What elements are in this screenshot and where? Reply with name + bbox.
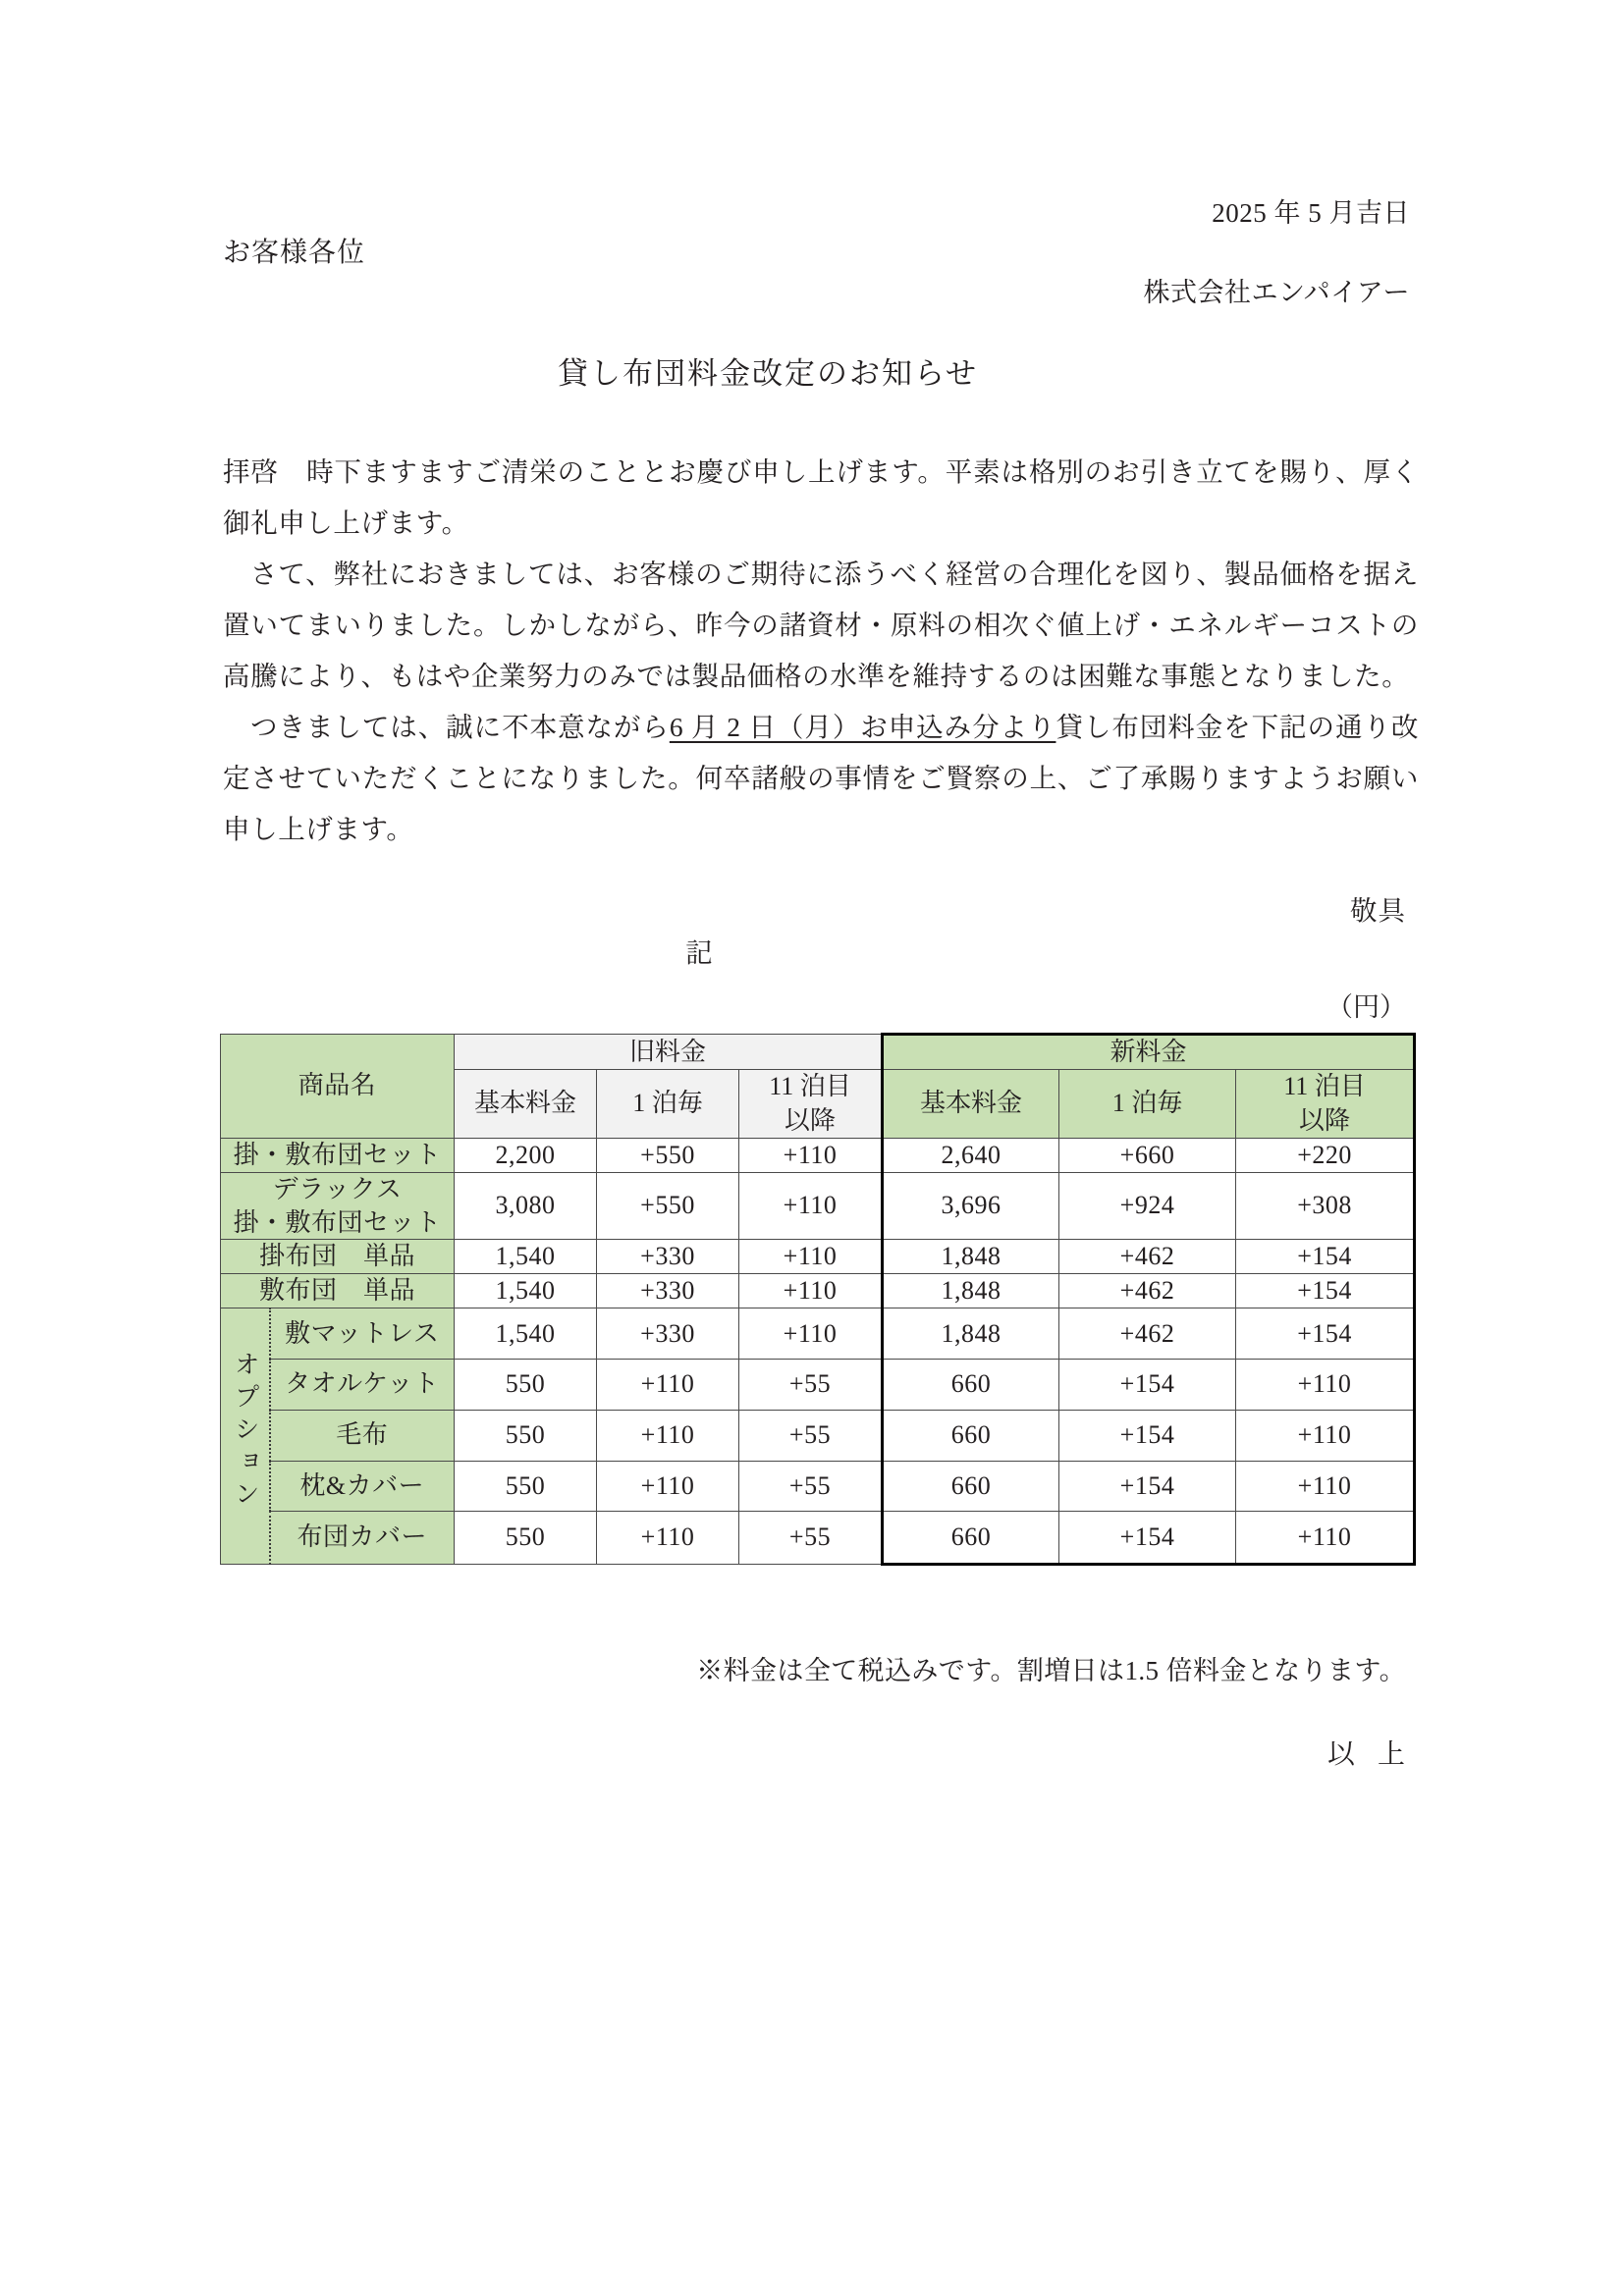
cell-new-base: 3,696 — [883, 1173, 1059, 1240]
cell-old-after11: +55 — [739, 1410, 883, 1461]
cell-old-base: 550 — [455, 1360, 597, 1411]
price-table-container — [220, 1033, 1414, 1566]
cell-old-base: 550 — [455, 1410, 597, 1461]
cell-new-base: 660 — [883, 1410, 1059, 1461]
cell-old-base: 1,540 — [455, 1274, 597, 1308]
ijou-right-char: 上 — [1377, 1739, 1406, 1770]
cell-old-after11: +55 — [739, 1360, 883, 1411]
ijou-footer — [1327, 1733, 1406, 1772]
cell-old-after11: +110 — [739, 1173, 883, 1240]
table-header-row-group — [221, 1035, 1415, 1070]
cell-old-base: 550 — [455, 1512, 597, 1564]
cell-new-base: 1,848 — [883, 1239, 1059, 1273]
tax-note: ※料金は全て税込みです。割増日は1.5 倍料金となります。 — [696, 1656, 1406, 1685]
cell-new-per-night: +154 — [1059, 1461, 1236, 1512]
row-product-name: タオルケット — [270, 1360, 455, 1411]
header-old-per-night: 1 泊毎 — [597, 1070, 739, 1139]
cell-new-after11: +110 — [1236, 1461, 1415, 1512]
header-old-price-group: 旧料金 — [455, 1035, 883, 1070]
company-name: 株式会社エンパイアー — [1143, 278, 1410, 307]
cell-old-per-night: +110 — [597, 1410, 739, 1461]
table-row — [221, 1308, 1415, 1360]
header-old-base: 基本料金 — [455, 1070, 597, 1139]
header-old-after11-line1: 11 泊目 — [769, 1072, 851, 1101]
header-new-after11-line2: 以降 — [1299, 1105, 1351, 1135]
cell-new-per-night: +154 — [1059, 1360, 1236, 1411]
document-date: 2025 年 5 月吉日 — [1212, 198, 1410, 228]
header-old-after11-line2: 以降 — [785, 1105, 837, 1135]
table-row — [221, 1138, 1415, 1172]
cell-new-after11: +154 — [1236, 1274, 1415, 1308]
effective-date-underlined: 6 月 2 日（月）お申込み分より — [669, 712, 1056, 742]
cell-new-base: 2,640 — [883, 1138, 1059, 1172]
table-row — [221, 1360, 1415, 1411]
cell-new-per-night: +154 — [1059, 1410, 1236, 1461]
row-product-name-line1: デラックス — [272, 1175, 403, 1204]
cell-new-after11: +308 — [1236, 1173, 1415, 1240]
row-product-name-line2: 掛・敷布団セット — [233, 1207, 442, 1237]
row-product-name: 敷布団 単品 — [221, 1274, 455, 1308]
table-row — [221, 1274, 1415, 1308]
header-new-base: 基本料金 — [883, 1070, 1059, 1139]
header-product-name: 商品名 — [221, 1035, 455, 1139]
cell-old-per-night: +330 — [597, 1274, 739, 1308]
header-new-price-group: 新料金 — [883, 1035, 1415, 1070]
ijou-left-char: 以 — [1326, 1739, 1356, 1770]
cell-new-after11: +110 — [1236, 1410, 1415, 1461]
cell-new-per-night: +924 — [1059, 1173, 1236, 1240]
cell-new-per-night: +462 — [1059, 1239, 1236, 1273]
row-product-name: 枕&カバー — [270, 1461, 455, 1512]
ki-label: 記 — [685, 937, 713, 968]
cell-old-per-night: +330 — [597, 1239, 739, 1273]
cell-old-base: 1,540 — [455, 1239, 597, 1273]
cell-old-after11: +55 — [739, 1461, 883, 1512]
cell-old-after11: +55 — [739, 1512, 883, 1564]
option-group-label-text: オプション — [231, 1350, 260, 1513]
table-row — [221, 1512, 1415, 1564]
cell-old-base: 550 — [455, 1461, 597, 1512]
closing-keigu: 敬具 — [1350, 895, 1406, 926]
header-new-after11 — [1236, 1070, 1415, 1139]
cell-old-base: 2,200 — [455, 1138, 597, 1172]
cell-old-after11: +110 — [739, 1274, 883, 1308]
cell-new-per-night: +462 — [1059, 1274, 1236, 1308]
cell-new-after11: +154 — [1236, 1308, 1415, 1360]
table-row — [221, 1410, 1415, 1461]
cell-new-base: 660 — [883, 1512, 1059, 1564]
cell-old-per-night: +550 — [597, 1138, 739, 1172]
header-new-per-night: 1 泊毎 — [1059, 1070, 1236, 1139]
cell-old-per-night: +330 — [597, 1308, 739, 1360]
cell-old-per-night: +110 — [597, 1360, 739, 1411]
letter-body — [223, 447, 1419, 855]
header-old-after11 — [739, 1070, 883, 1139]
cell-new-base: 660 — [883, 1461, 1059, 1512]
page-title — [0, 348, 1624, 393]
cell-new-after11: +220 — [1236, 1138, 1415, 1172]
price-table — [220, 1033, 1416, 1566]
row-product-name: 掛布団 単品 — [221, 1239, 455, 1273]
cell-old-after11: +110 — [739, 1239, 883, 1273]
row-product-name: 敷マットレス — [270, 1308, 455, 1360]
announcement-prefix: つきましては、誠に不本意ながら — [250, 712, 670, 742]
table-row — [221, 1173, 1415, 1240]
option-group-label — [221, 1308, 270, 1564]
row-product-name: 掛・敷布団セット — [221, 1138, 455, 1172]
paragraph-greeting: 拝啓 時下ますますご清栄のこととお慶び申し上げます。平素は格別のお引き立てを賜り、厚く御礼申し上げます。 — [223, 456, 1419, 538]
row-product-name: 毛布 — [270, 1410, 455, 1461]
cell-old-after11: +110 — [739, 1138, 883, 1172]
cell-new-base: 660 — [883, 1360, 1059, 1411]
addressee: お客様各位 — [223, 238, 366, 268]
cell-new-base: 1,848 — [883, 1308, 1059, 1360]
cell-new-per-night: +462 — [1059, 1308, 1236, 1360]
cell-new-after11: +154 — [1236, 1239, 1415, 1273]
cell-new-per-night: +154 — [1059, 1512, 1236, 1564]
price-table-body — [221, 1138, 1415, 1564]
currency-unit-label: （円） — [1326, 992, 1406, 1022]
row-product-name — [221, 1173, 455, 1240]
row-product-name: 布団カバー — [270, 1512, 455, 1564]
cell-old-base: 3,080 — [455, 1173, 597, 1240]
announcement-suffix: 貸し布団料金を下記の通り改定させていただくことになりました。何卒諸般の事情をご賢察の上、ご了承賜りますようお願い申し上げます。 — [223, 712, 1419, 844]
cell-old-after11: +110 — [739, 1308, 883, 1360]
table-row — [221, 1239, 1415, 1273]
cell-new-per-night: +660 — [1059, 1138, 1236, 1172]
cell-new-base: 1,848 — [883, 1274, 1059, 1308]
header-new-after11-line1: 11 泊目 — [1283, 1072, 1366, 1101]
page-title-text: 貸し布団料金改定のお知らせ — [557, 356, 979, 391]
paragraph-announcement — [223, 702, 1419, 855]
cell-new-after11: +110 — [1236, 1512, 1415, 1564]
paragraph-background: さて、弊社におきましては、お客様のご期待に添うべく経営の合理化を図り、製品価格を据え置いてまいりました。しかしながら、昨今の諸資材・原料の相次ぐ値上げ・エネルギーコストの高騰により、もはや企業努力のみでは製品価格の水準を維持するのは困難な事態となりました。 — [223, 559, 1419, 691]
cell-old-per-night: +110 — [597, 1512, 739, 1564]
cell-old-per-night: +550 — [597, 1173, 739, 1240]
cell-new-after11: +110 — [1236, 1360, 1415, 1411]
cell-old-base: 1,540 — [455, 1308, 597, 1360]
cell-old-per-night: +110 — [597, 1461, 739, 1512]
table-row — [221, 1461, 1415, 1512]
